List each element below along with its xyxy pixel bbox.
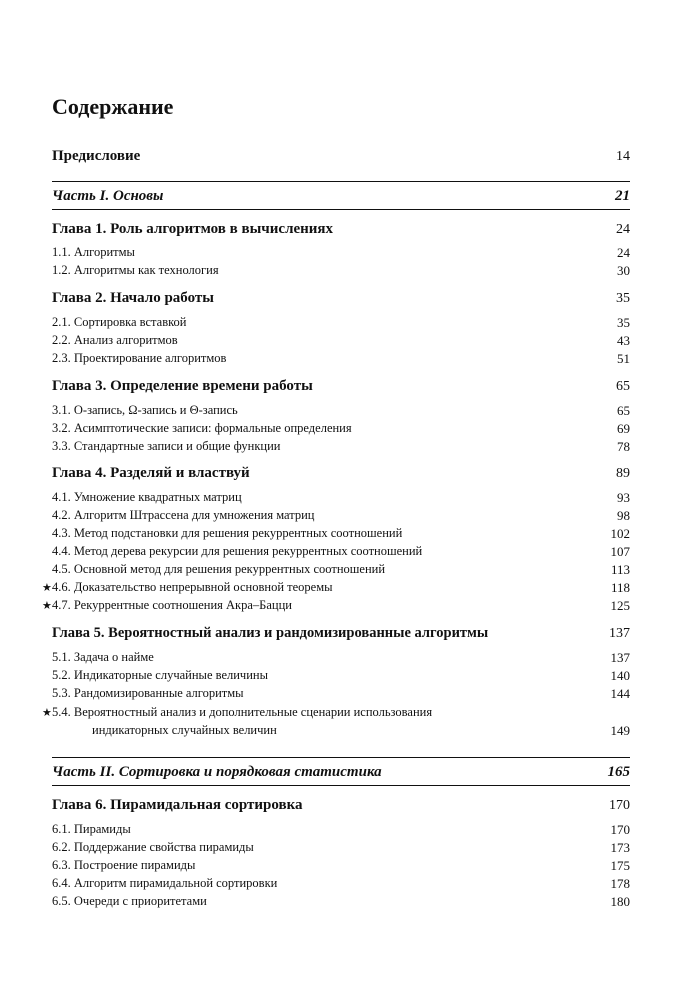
toc-section[interactable]: 6.1. Пирамиды	[52, 822, 131, 836]
toc-section[interactable]: 2.1. Сортировка вставкой	[52, 315, 187, 329]
toc-section-page: 102	[610, 526, 630, 541]
toc-section[interactable]: 2.2. Анализ алгоритмов	[52, 333, 178, 347]
toc-chapter-page: 137	[609, 626, 630, 641]
toc-chapter-page: 24	[616, 222, 630, 237]
toc-chapter-page: 89	[616, 466, 630, 481]
star-icon: ★	[42, 582, 52, 594]
toc-section[interactable]: 4.1. Умножение квадратных матриц	[52, 490, 242, 504]
toc-section-page: 69	[617, 421, 630, 436]
toc-section[interactable]: 4.4. Метод дерева рекурсии для решения рекуррентных соотношений	[52, 544, 423, 558]
toc-part-page: 165	[607, 764, 630, 780]
toc-section[interactable]: 6.5. Очереди с приоритетами	[52, 894, 207, 908]
toc-section[interactable]: 4.3. Метод подстановки для решения рекуррентных соотношений	[52, 526, 403, 540]
part-rule-top	[52, 181, 630, 182]
toc-part-page: 21	[615, 188, 630, 204]
toc-section-page: 175	[610, 858, 630, 873]
star-icon: ★	[42, 707, 52, 719]
toc-section-label: 4.7. Рекуррентные соотношения Акра–Бацци	[52, 598, 292, 612]
toc-chapter-title[interactable]: Глава 4. Разделяй и властвуй	[52, 465, 250, 481]
toc-section-label: 5.4. Вероятностный анализ и дополнительные сценарии использования	[52, 705, 433, 719]
toc-chapter-title[interactable]: Глава 5. Вероятностный анализ и рандомизированные алгоритмы	[52, 625, 489, 641]
toc-section-label: 4.6. Доказательство непрерывной основной теоремы	[52, 580, 333, 594]
toc-section-page: 65	[617, 403, 630, 418]
toc-section-page: 107	[610, 544, 630, 559]
toc-chapter-title[interactable]: Глава 1. Роль алгоритмов в вычислениях	[52, 221, 334, 237]
toc-section[interactable]: 3.2. Асимптотические записи: формальные определения	[52, 421, 352, 435]
star-icon: ★	[42, 600, 52, 612]
toc-section-page: 178	[610, 876, 630, 891]
toc-section-page: 35	[617, 315, 630, 330]
toc-section[interactable]: 3.1. O-запись, Ω-запись и Θ-запись	[52, 403, 238, 417]
toc-section-page: 51	[617, 351, 630, 366]
toc-section[interactable]: 1.1. Алгоритмы	[52, 245, 135, 259]
toc-chapter-title[interactable]: Глава 2. Начало работы	[52, 290, 214, 306]
toc-section-page: 170	[610, 822, 630, 837]
toc-preface-title[interactable]: Предисловие	[52, 148, 141, 164]
toc-section-page: 113	[610, 562, 630, 577]
toc-chapter-title[interactable]: Глава 6. Пирамидальная сортировка	[52, 797, 303, 813]
toc-section-page: 118	[610, 580, 630, 595]
toc-chapter-page: 170	[609, 798, 630, 813]
toc-section-starred[interactable]	[42, 598, 292, 613]
toc-section-page: 144	[610, 686, 630, 701]
page-title: Содержание	[52, 94, 174, 119]
toc-section[interactable]: 1.2. Алгоритмы как технология	[52, 263, 219, 277]
toc-chapter-page: 35	[616, 291, 630, 306]
toc-section[interactable]: 5.1. Задача о найме	[52, 650, 154, 664]
toc-part-title[interactable]: Часть II. Сортировка и порядковая статистика	[52, 764, 382, 780]
toc-section-page: 30	[617, 263, 630, 278]
toc-section[interactable]: 6.4. Алгоритм пирамидальной сортировки	[52, 876, 278, 890]
toc-chapter-page: 65	[616, 379, 630, 394]
toc-chapter-title[interactable]: Глава 3. Определение времени работы	[52, 378, 313, 394]
toc-section[interactable]: 2.3. Проектирование алгоритмов	[52, 351, 227, 365]
toc-section[interactable]: 4.5. Основной метод для решения рекуррентных соотношений	[52, 562, 386, 576]
toc-section-page: 149	[610, 723, 630, 738]
toc-section[interactable]: 6.3. Построение пирамиды	[52, 858, 196, 872]
toc-section-page: 180	[610, 894, 630, 909]
toc-section-starred[interactable]	[42, 705, 433, 720]
part-rule-top	[52, 757, 630, 758]
toc-section[interactable]: 3.3. Стандартные записи и общие функции	[52, 439, 281, 453]
toc-preface-page: 14	[616, 149, 630, 164]
toc-section-page: 24	[617, 245, 630, 260]
toc-section-starred[interactable]	[42, 580, 333, 595]
toc-section[interactable]: 5.3. Рандомизированные алгоритмы	[52, 686, 244, 700]
toc-section-page: 98	[617, 508, 630, 523]
toc-section-page: 43	[617, 333, 630, 348]
toc-section[interactable]: 4.2. Алгоритм Штрассена для умножения матриц	[52, 508, 315, 522]
toc-section-page: 125	[610, 598, 630, 613]
toc-section[interactable]: 5.2. Индикаторные случайные величины	[52, 668, 268, 682]
toc-section-page: 93	[617, 490, 630, 505]
part-rule-bottom	[52, 209, 630, 210]
toc-section-page: 137	[610, 650, 630, 665]
toc-part-title[interactable]: Часть I. Основы	[52, 188, 164, 204]
part-rule-bottom	[52, 785, 630, 786]
toc-section-page: 78	[617, 439, 630, 454]
toc-section-continuation: индикаторных случайных величин	[92, 723, 277, 737]
toc-section[interactable]: 6.2. Поддержание свойства пирамиды	[52, 840, 254, 854]
toc-section-page: 173	[610, 840, 630, 855]
toc-section-page: 140	[610, 668, 630, 683]
